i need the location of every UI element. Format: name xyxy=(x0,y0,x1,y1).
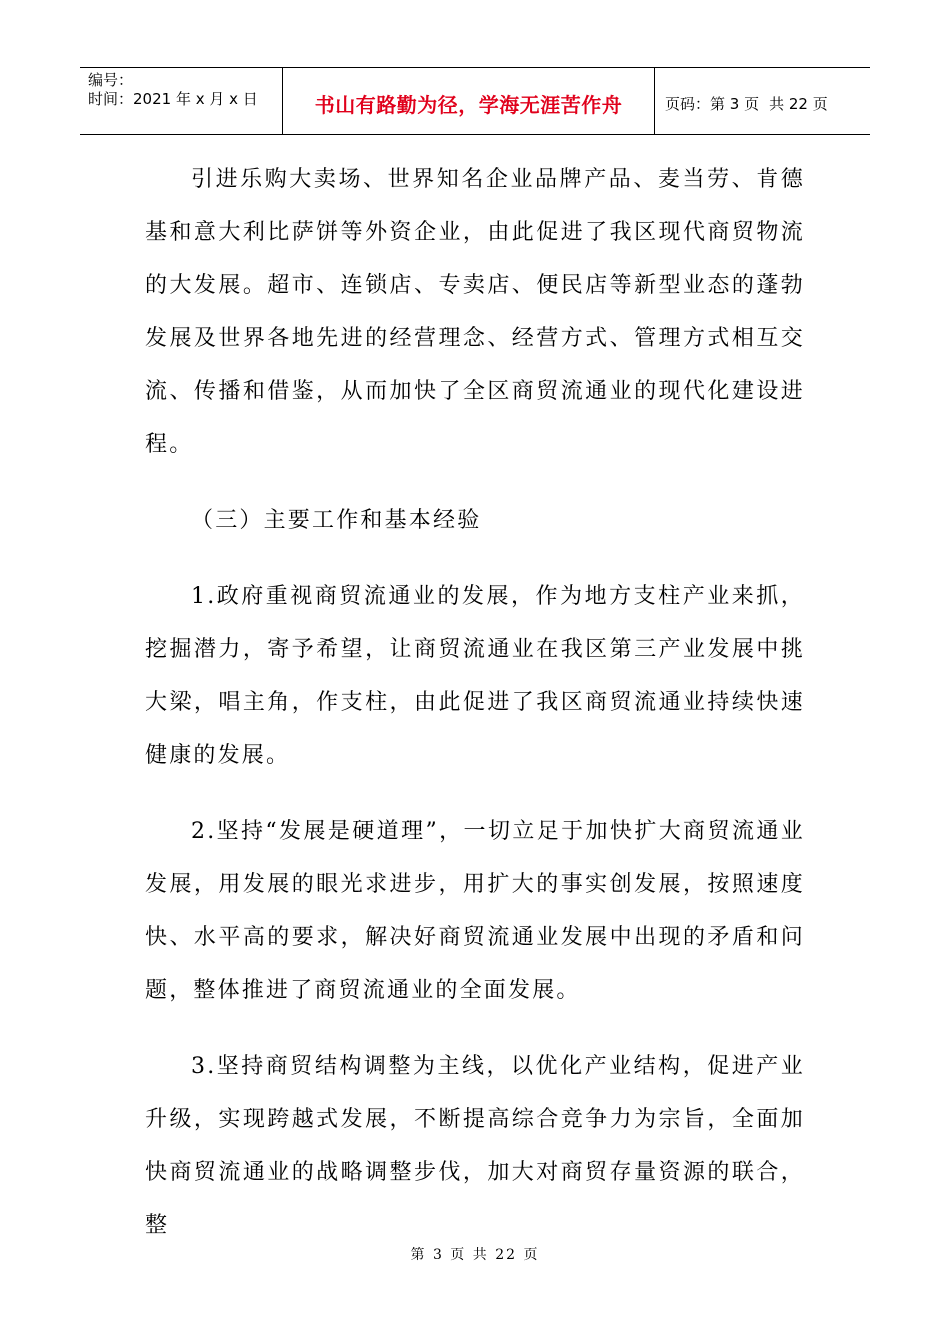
header-page-cell xyxy=(655,68,870,134)
paragraph-item-3: 3.坚持商贸结构调整为主线，以优化产业结构，促进产业升级，实现跨越式发展，不断提高综合竞争力为宗旨，全面加快商贸流通业的战略调整步伐，加大对商贸存量资源的联合，整 xyxy=(145,1054,805,1238)
document-time-label: 时间：2021 年 x 月 x 日 xyxy=(88,90,258,108)
document-number-label: 编号： xyxy=(88,71,134,89)
header-motto-cell xyxy=(283,68,655,134)
header-page-number: 页码：第 3 页 xyxy=(665,94,760,113)
document-body xyxy=(145,153,805,1252)
header-page-total: 共 22 页 xyxy=(769,94,828,113)
page-header xyxy=(80,67,870,135)
paragraph-item-2: 2.坚持“发展是硬道理”，一切立足于加快扩大商贸流通业发展，用发展的眼光求进步，用扩大的事实创发展，按照速度快、水平高的要求，解决好商贸流通业发展中出现的矛盾和问题，整体推进了商贸流通业的全面发展。 xyxy=(145,819,805,1003)
header-meta-cell xyxy=(80,68,283,134)
header-motto: 书山有路勤为径，学海无涯苦作舟 xyxy=(314,92,623,117)
paragraph-item-1: 1.政府重视商贸流通业的发展，作为地方支柱产业来抓，挖掘潜力，寄予希望，让商贸流通业在我区第三产业发展中挑大梁，唱主角，作支柱，由此促进了我区商贸流通业持续快速健康的发展。 xyxy=(145,584,805,768)
page-footer: 第 3 页 共 22 页 xyxy=(410,1247,540,1263)
paragraph-continued: 引进乐购大卖场、世界知名企业品牌产品、麦当劳、肯德基和意大利比萨饼等外资企业，由此促进了我区现代商贸物流的大发展。超市、连锁店、专卖店、便民店等新型业态的蓬勃发展及世界各地先进的经营理念、经营方式、管理方式相互交流、传播和借鉴，从而加快了全区商贸流通业的现代化建设进程。 xyxy=(145,167,805,457)
section-heading: （三）主要工作和基本经验 xyxy=(191,508,482,533)
